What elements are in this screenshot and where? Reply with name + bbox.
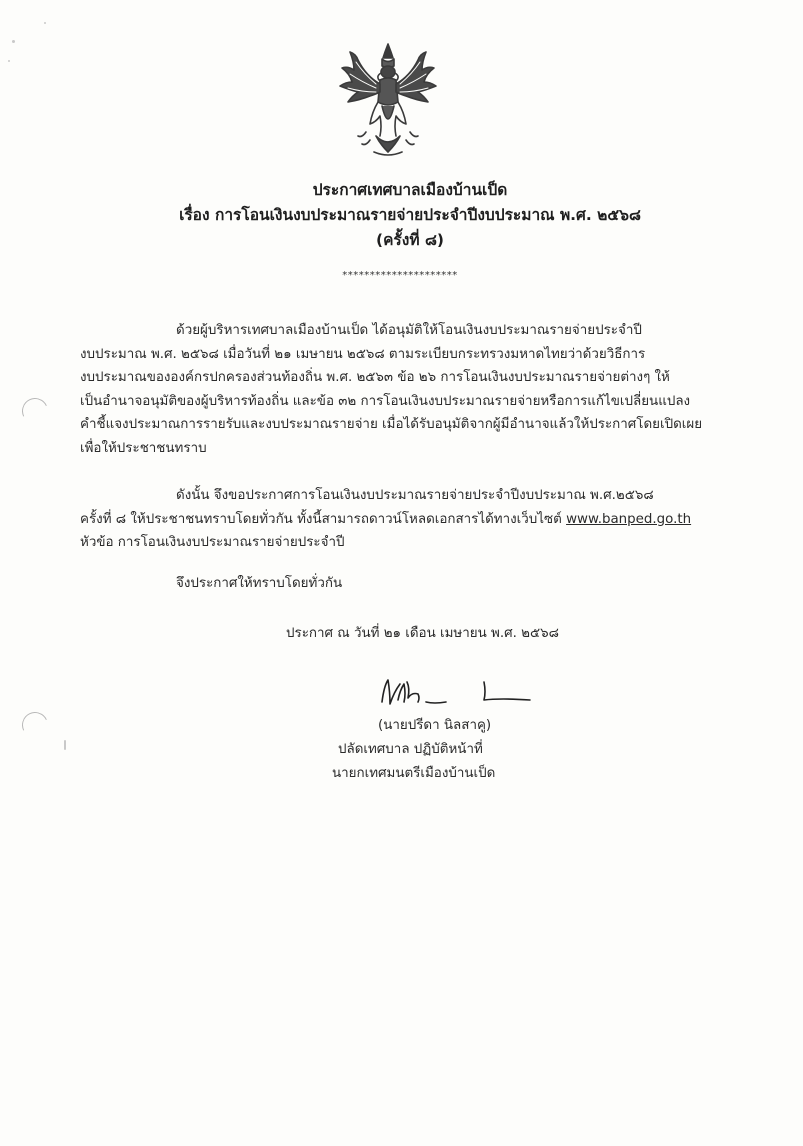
- body-paragraph-2: [80, 484, 720, 555]
- announcement-date: ประกาศ ณ วันที่ ๒๑ เดือน เมษายน พ.ศ. ๒๕๖๘: [286, 626, 559, 641]
- signatory-block: [332, 714, 562, 786]
- title-issuer: ประกาศเทศบาลเมืองบ้านเป็ด: [312, 181, 508, 199]
- title-separator: *********************: [342, 270, 458, 281]
- website-link[interactable]: www.banped.go.th: [566, 511, 692, 527]
- body-paragraph-1: [80, 319, 720, 461]
- title-subject: เรื่อง การโอนเงินงบประมาณรายจ่ายประจำปีงบประมาณ พ.ศ. ๒๕๖๘: [179, 206, 641, 224]
- scan-speck: [44, 22, 46, 24]
- signatory-position: ปลัดเทศบาล ปฏิบัติหน้าที่: [338, 742, 483, 757]
- handwritten-signature: [374, 672, 544, 716]
- garuda-emblem-icon: [336, 40, 440, 160]
- body-line: หัวข้อ การโอนเงินงบประมาณรายจ่ายประจำปี: [80, 535, 345, 551]
- body-line: ดังนั้น จึงขอประกาศการโอนเงินงบประมาณรายจ่ายประจำปีงบประมาณ พ.ศ.๒๕๖๘: [176, 488, 654, 503]
- body-line: งบประมาณ พ.ศ. ๒๕๖๘ เมื่อวันที่ ๒๑ เมษายน ๒๕๖๘ ตามระเบียบกระทรวงมหาดไทยว่าด้วยวิธีการ: [80, 346, 646, 362]
- signatory-name: (นายปรีดา นิลสาคู): [378, 718, 492, 733]
- body-line-text: ครั้งที่ ๘ ให้ประชาชนทราบโดยทั่วกัน ทั้งนี้สามารถดาวน์โหลดเอกสารได้ทางเว็บไซต์: [80, 511, 567, 527]
- scan-speck: [64, 740, 66, 750]
- body-line: คำชี้แจงประมาณการรายรับและงบประมาณรายจ่าย เมื่อได้รับอนุมัติจากผู้มีอำนาจแล้วให้ประกาศโดยเปิดเผย: [80, 417, 703, 433]
- body-line: เป็นอำนาจอนุมัติของผู้บริหารท้องถิ่น และข้อ ๓๒ การโอนเงินงบประมาณรายจ่ายหรือการแก้ไขเปลี่ยนแปลง: [80, 393, 691, 409]
- announcement-title: [60, 178, 760, 253]
- punch-hole-mark: [18, 394, 51, 427]
- closing-statement: จึงประกาศให้ทราบโดยทั่วกัน: [176, 576, 343, 591]
- title-round: (ครั้งที่ ๘): [375, 231, 444, 249]
- body-line: งบประมาณขององค์กรปกครองส่วนท้องถิ่น พ.ศ. ๒๕๖๓ ข้อ ๒๖ การโอนเงินงบประมาณรายจ่ายต่างๆ ให้: [80, 370, 670, 386]
- signatory-position-acting: นายกเทศมนตรีเมืองบ้านเป็ด: [332, 766, 496, 781]
- punch-hole-mark: [18, 708, 51, 741]
- body-line: ด้วยผู้บริหารเทศบาลเมืองบ้านเป็ด ได้อนุมัติให้โอนเงินงบประมาณรายจ่ายประจำปี: [176, 323, 642, 338]
- body-line: [80, 508, 720, 532]
- body-line: เพื่อให้ประชาชนทราบ: [80, 440, 207, 456]
- scan-speck: [8, 60, 10, 62]
- scan-speck: [12, 40, 15, 43]
